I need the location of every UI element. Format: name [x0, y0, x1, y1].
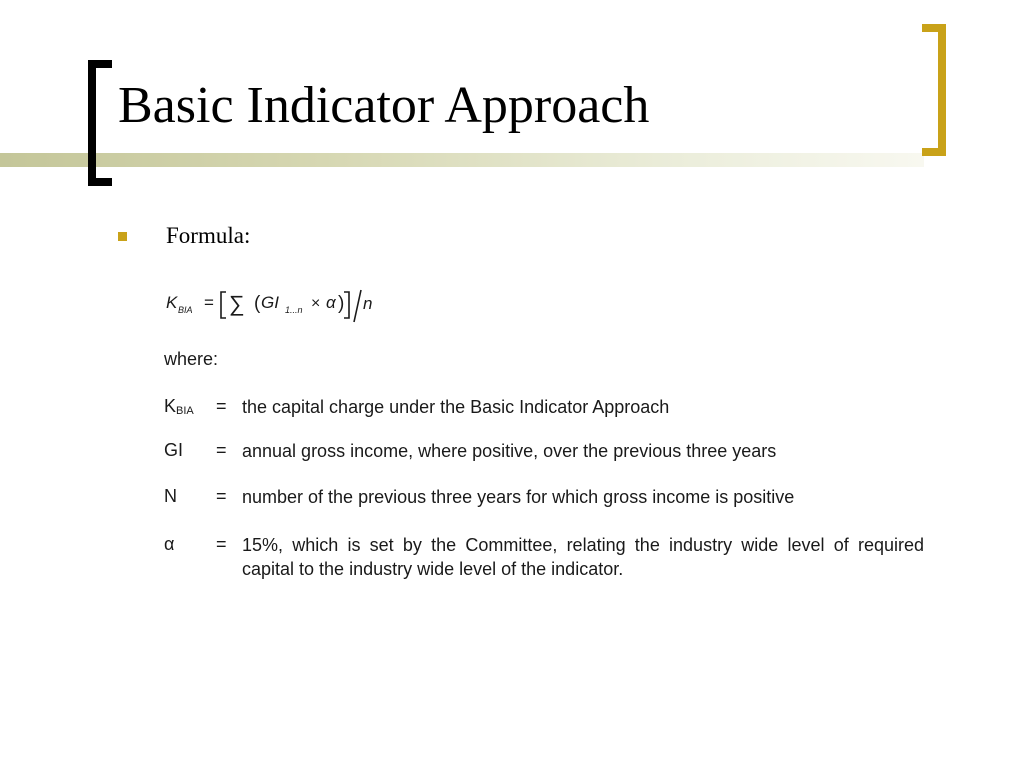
definition-symbol: α [164, 534, 175, 554]
definition-symbol [164, 395, 194, 420]
definition-equals: = [216, 396, 227, 416]
formula-sum-symbol: ∑ [229, 291, 245, 316]
definitions-intro: where: [164, 349, 219, 369]
formula-times: × [311, 295, 321, 312]
formula-open-paren: ( [254, 293, 261, 314]
definition-symbol-subscript: BIA [176, 405, 194, 417]
definition-equals: = [216, 440, 227, 460]
formula-divisor: n [363, 294, 373, 313]
formula-alpha: α [326, 293, 336, 312]
definition-text: annual gross income, where positive, over the previous three years [242, 441, 777, 461]
formula-gi-symbol: GI [261, 293, 279, 312]
formula-image [164, 282, 404, 328]
formula-lhs-subscript: BIA [178, 305, 193, 315]
definition-equals: = [216, 534, 227, 554]
definition-symbol: GI [164, 440, 184, 460]
definition-symbol-main: K [164, 396, 177, 416]
formula-division-slash [354, 290, 361, 322]
definition-text: the capital charge under the Basic Indicator Approach [242, 397, 670, 417]
bullet-square-icon [118, 232, 127, 241]
definition-text: 15%, which is set by the Committee, relating the industry wide level of required capital to the industry wide level of the indicator. [242, 535, 924, 579]
bullet-label: Formula: [166, 223, 251, 248]
left-bracket-decoration [88, 60, 112, 186]
title-underline-rule [0, 153, 924, 167]
definition-symbol: N [164, 486, 177, 506]
formula-equals: = [204, 293, 214, 312]
formula-close-paren: ) [338, 293, 345, 314]
definition-equals: = [216, 486, 227, 506]
formula-lhs-symbol: K [166, 293, 178, 312]
formula-open-bracket [221, 292, 226, 318]
formula-close-bracket [344, 292, 349, 318]
formula-gi-subscript: 1...n [285, 305, 303, 315]
definition-text: number of the previous three years for which gross income is positive [242, 487, 795, 507]
right-bracket-decoration [922, 24, 946, 156]
slide-title: Basic Indicator Approach [118, 77, 650, 134]
